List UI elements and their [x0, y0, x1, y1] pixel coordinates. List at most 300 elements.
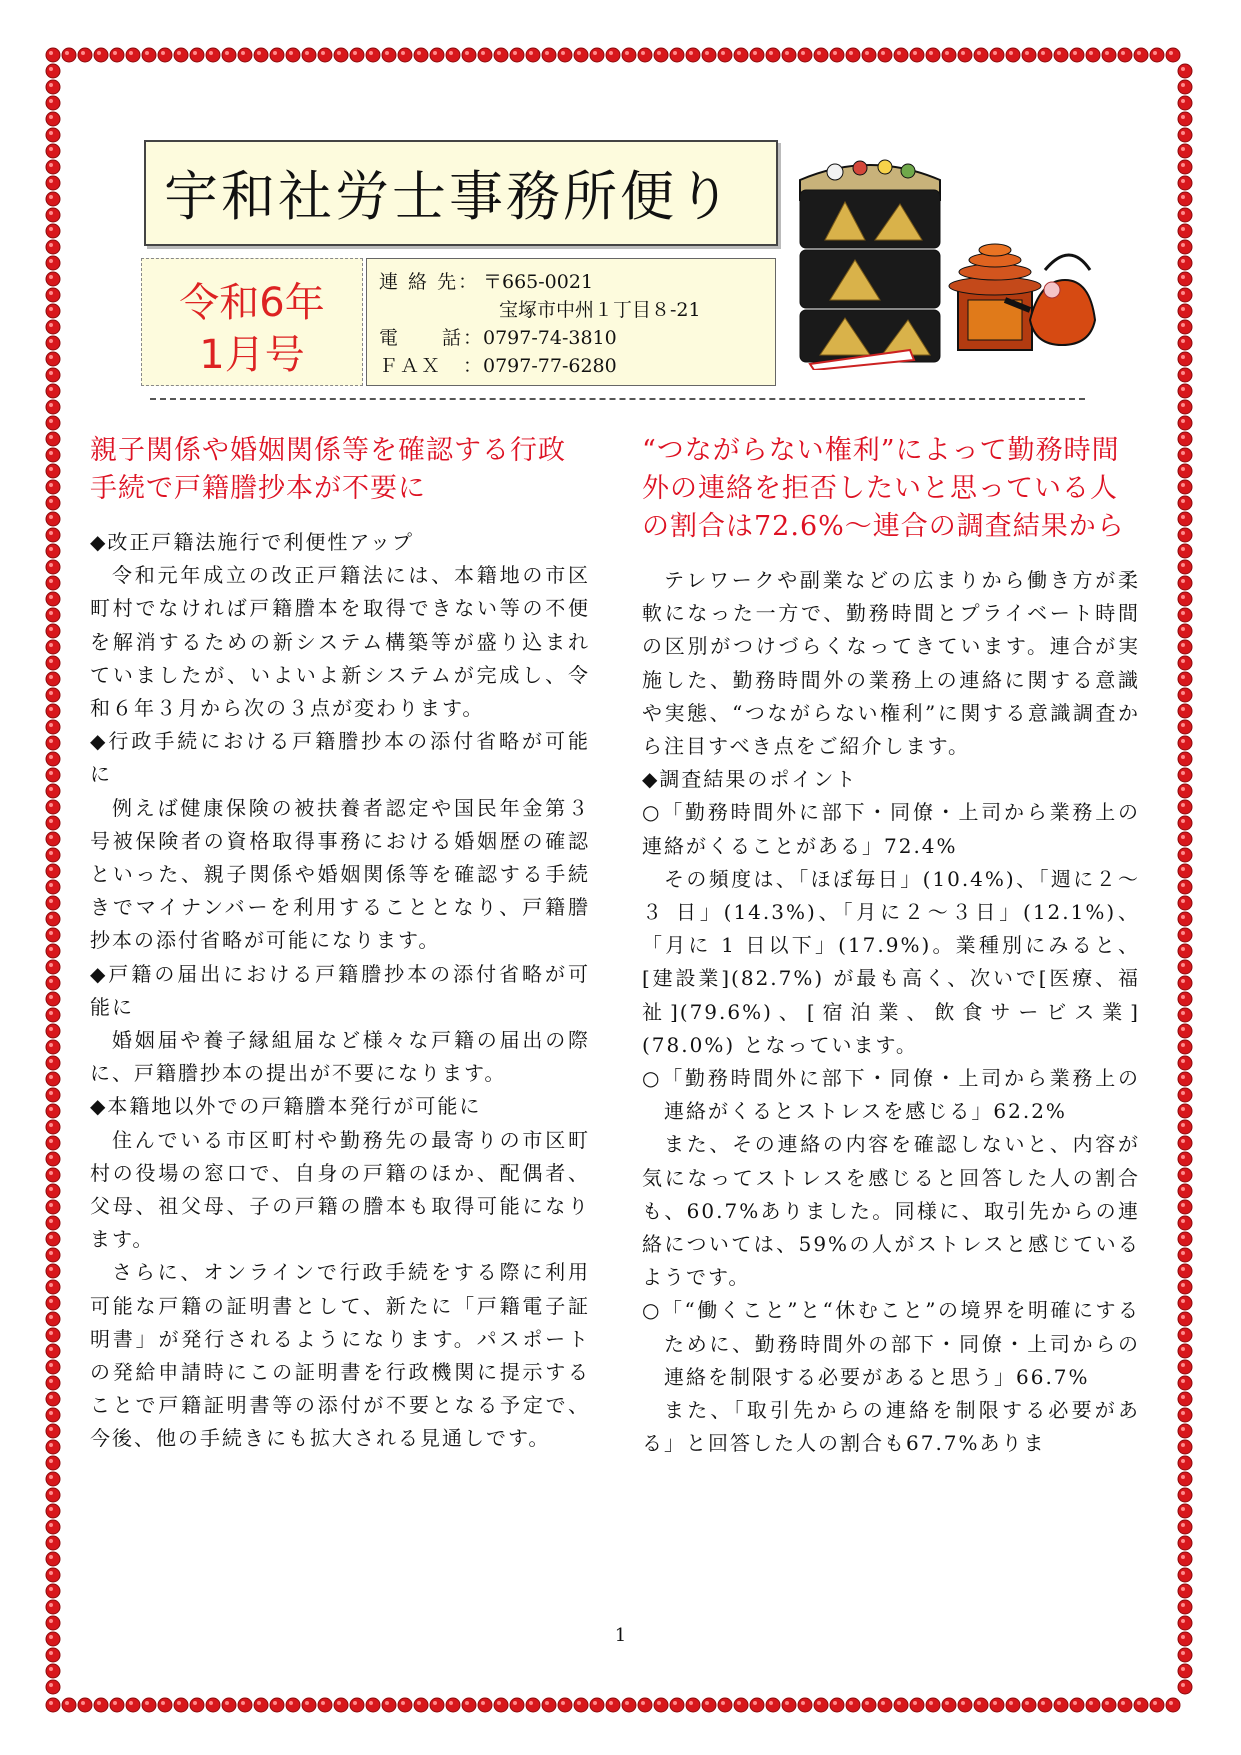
border-berry-highlight [769, 51, 773, 55]
border-berry-highlight [209, 51, 213, 55]
border-berry-highlight [993, 1701, 997, 1705]
left-article-title: 親子関係や婚姻関係等を確認する行政手続で戸籍謄抄本が不要に [90, 435, 566, 504]
border-berry-highlight [705, 51, 709, 55]
border-berry-highlight [81, 1701, 85, 1705]
border-berry [1178, 608, 1192, 622]
border-berry-highlight [1181, 1123, 1185, 1127]
border-berry-highlight [321, 1701, 325, 1705]
border-berry [254, 1698, 268, 1712]
border-berry-highlight [1181, 531, 1185, 535]
border-berry-highlight [1181, 1027, 1185, 1031]
border-berry-highlight [1181, 419, 1185, 423]
border-berry [1178, 752, 1192, 766]
border-berry [622, 48, 636, 62]
left-article-body [90, 526, 590, 1456]
border-berry-highlight [49, 1235, 53, 1239]
border-berry-highlight [49, 1347, 53, 1351]
border-berry-highlight [513, 1701, 517, 1705]
border-berry [1134, 1698, 1148, 1712]
border-berry [1178, 1600, 1192, 1614]
border-berry-highlight [49, 1139, 53, 1143]
border-berry-highlight [49, 1683, 53, 1687]
border-berry-highlight [49, 1059, 53, 1063]
border-berry-highlight [433, 51, 437, 55]
border-berry [606, 48, 620, 62]
border-berry-highlight [49, 611, 53, 615]
border-berry-highlight [49, 579, 53, 583]
border-berry-highlight [49, 467, 53, 471]
border-berry [1102, 48, 1116, 62]
border-berry [382, 1698, 396, 1712]
border-berry [334, 48, 348, 62]
border-berry-highlight [49, 771, 53, 775]
border-berry [46, 272, 60, 286]
border-berry [1178, 1024, 1192, 1038]
border-berry [1178, 1168, 1192, 1182]
border-berry [46, 1152, 60, 1166]
border-berry-highlight [1181, 851, 1185, 855]
border-berry [46, 1184, 60, 1198]
border-berry-highlight [49, 1701, 53, 1705]
border-berry [46, 1024, 60, 1038]
border-berry [46, 688, 60, 702]
border-berry [46, 1168, 60, 1182]
border-berry-highlight [417, 1701, 421, 1705]
border-berry [238, 48, 252, 62]
border-berry-highlight [1181, 803, 1185, 807]
border-berry-highlight [993, 51, 997, 55]
border-berry [1178, 848, 1192, 862]
border-berry [46, 1248, 60, 1262]
border-berry-highlight [49, 451, 53, 455]
border-berry-highlight [49, 1571, 53, 1575]
border-berry-highlight [273, 51, 277, 55]
border-berry-highlight [1181, 1411, 1185, 1415]
border-berry-highlight [625, 1701, 629, 1705]
border-berry-highlight [209, 1701, 213, 1705]
border-berry [46, 304, 60, 318]
border-berry-highlight [49, 1075, 53, 1079]
border-berry [622, 1698, 636, 1712]
article-paragraph: 例えば健康保険の被扶養者認定や国民年金第３号被保険者の資格取得事務における婚姻歴の確認といった、親子関係や婚姻関係等を確認する手続きでマイナンバーを利用することとなり、戸籍謄抄本の添付省略が可能になります。 [90, 795, 590, 953]
border-berry [46, 224, 60, 238]
border-berry [1150, 1698, 1164, 1712]
border-berry-highlight [49, 387, 53, 391]
border-berry [846, 1698, 860, 1712]
right-article-body [642, 564, 1140, 1460]
border-berry-highlight [49, 691, 53, 695]
border-berry-highlight [49, 1011, 53, 1015]
border-berry [46, 80, 60, 94]
border-berry-highlight [193, 51, 197, 55]
border-berry-highlight [49, 1331, 53, 1335]
border-berry [46, 1504, 60, 1518]
border-berry-highlight [1181, 787, 1185, 791]
border-berry [1178, 896, 1192, 910]
border-berry-highlight [1181, 499, 1185, 503]
border-berry-highlight [705, 1701, 709, 1705]
border-berry-highlight [65, 1701, 69, 1705]
border-berry [1178, 960, 1192, 974]
border-berry [46, 1072, 60, 1086]
border-berry-highlight [1181, 915, 1185, 919]
border-berry-highlight [1181, 1539, 1185, 1543]
border-berry [1178, 944, 1192, 958]
border-berry-highlight [49, 1171, 53, 1175]
border-berry-highlight [49, 755, 53, 759]
border-berry-highlight [401, 1701, 405, 1705]
border-berry [270, 48, 284, 62]
border-berry [46, 112, 60, 126]
border-berry [46, 128, 60, 142]
border-berry-highlight [1181, 339, 1185, 343]
border-berry [1178, 1648, 1192, 1662]
border-berry [1178, 272, 1192, 286]
border-berry [1178, 784, 1192, 798]
border-berry [1178, 1520, 1192, 1534]
border-berry [190, 1698, 204, 1712]
header-divider [150, 398, 1085, 400]
border-berry [606, 1698, 620, 1712]
border-berry [46, 144, 60, 158]
border-berry [1054, 48, 1068, 62]
border-berry [1178, 736, 1192, 750]
border-berry-highlight [49, 1219, 53, 1223]
border-berry [1178, 336, 1192, 350]
border-berry-highlight [1181, 1283, 1185, 1287]
border-berry-highlight [1181, 1603, 1185, 1607]
border-berry [942, 48, 956, 62]
border-berry [1178, 592, 1192, 606]
border-berry-highlight [97, 1701, 101, 1705]
border-berry [46, 1440, 60, 1454]
border-berry-highlight [49, 179, 53, 183]
border-berry-highlight [1181, 147, 1185, 151]
border-berry-highlight [49, 1539, 53, 1543]
fax-label: ＦＡＸ ： [379, 355, 485, 377]
border-berry [46, 864, 60, 878]
border-berry [302, 1698, 316, 1712]
fax-number: 0797-77-6280 [483, 355, 617, 377]
border-berry [1178, 704, 1192, 718]
border-berry-highlight [49, 1443, 53, 1447]
border-berry-highlight [49, 531, 53, 535]
border-berry [1022, 48, 1036, 62]
border-berry [1054, 1698, 1068, 1712]
border-berry-highlight [81, 51, 85, 55]
border-berry-highlight [49, 627, 53, 631]
border-berry [1178, 1248, 1192, 1262]
border-berry-highlight [49, 1315, 53, 1319]
border-berry [46, 1552, 60, 1566]
border-berry-highlight [49, 739, 53, 743]
border-berry-highlight [641, 1701, 645, 1705]
border-berry [46, 576, 60, 590]
border-berry-highlight [1089, 51, 1093, 55]
border-berry [46, 784, 60, 798]
border-berry [862, 48, 876, 62]
border-berry [46, 1104, 60, 1118]
border-berry [558, 48, 572, 62]
border-berry [462, 1698, 476, 1712]
border-berry-highlight [49, 355, 53, 359]
border-berry [926, 1698, 940, 1712]
border-berry [318, 48, 332, 62]
border-berry [846, 48, 860, 62]
border-berry [430, 1698, 444, 1712]
border-berry [830, 48, 844, 62]
border-berry-highlight [689, 51, 693, 55]
border-berry-highlight [305, 1701, 309, 1705]
border-berry-highlight [1181, 707, 1185, 711]
border-berry [1178, 1568, 1192, 1582]
border-berry [926, 48, 940, 62]
border-berry-highlight [1181, 1651, 1185, 1655]
border-berry-highlight [257, 1701, 261, 1705]
border-berry [1022, 1698, 1036, 1712]
border-berry-highlight [497, 51, 501, 55]
border-berry [1178, 992, 1192, 1006]
border-berry [1178, 1440, 1192, 1454]
border-berry-highlight [1181, 627, 1185, 631]
border-berry-highlight [49, 723, 53, 727]
border-berry-highlight [1181, 515, 1185, 519]
border-berry-highlight [1181, 131, 1185, 135]
right-article [642, 432, 1140, 1460]
border-berry-highlight [305, 51, 309, 55]
border-berry [750, 48, 764, 62]
border-berry [46, 1408, 60, 1422]
border-berry-highlight [1181, 963, 1185, 967]
border-berry-highlight [1181, 1075, 1185, 1079]
border-berry [910, 1698, 924, 1712]
border-berry-highlight [1181, 1043, 1185, 1047]
border-berry-highlight [49, 403, 53, 407]
border-berry-highlight [1181, 307, 1185, 311]
border-berry-highlight [49, 1123, 53, 1127]
border-berry-highlight [785, 51, 789, 55]
border-berry-highlight [465, 1701, 469, 1705]
border-berry-highlight [49, 643, 53, 647]
border-berry-highlight [1181, 579, 1185, 583]
border-berry-highlight [865, 1701, 869, 1705]
border-berry [1178, 1264, 1192, 1278]
border-berry [1178, 672, 1192, 686]
border-berry [46, 320, 60, 334]
border-berry-highlight [1181, 835, 1185, 839]
border-berry [46, 624, 60, 638]
border-berry-highlight [1181, 227, 1185, 231]
border-berry [1178, 368, 1192, 382]
border-berry-highlight [1181, 1347, 1185, 1351]
article-paragraph: ◆調査結果のポイント [642, 767, 858, 792]
border-berry [174, 48, 188, 62]
border-berry [238, 1698, 252, 1712]
border-berry-highlight [1181, 1475, 1185, 1479]
border-berry-highlight [49, 899, 53, 903]
border-berry-highlight [817, 51, 821, 55]
border-berry-highlight [1181, 659, 1185, 663]
border-berry [910, 48, 924, 62]
border-berry [1178, 208, 1192, 222]
border-berry [46, 464, 60, 478]
border-berry [830, 1698, 844, 1712]
border-berry [702, 48, 716, 62]
border-berry [1178, 384, 1192, 398]
article-paragraph: ◆行政手続における戸籍謄抄本の添付省略が可能に [90, 729, 590, 787]
border-berry [542, 1698, 556, 1712]
border-berry [190, 48, 204, 62]
border-berry-highlight [1181, 1187, 1185, 1191]
border-berry [1006, 48, 1020, 62]
article-paragraph: ○「“働くこと”と“休むこと”の境界を明確にするために、勤務時間外の部下・同僚・上司からの連絡を制限する必要があると思う」66.7% [642, 1298, 1140, 1389]
border-berry-highlight [1181, 483, 1185, 487]
border-berry-highlight [977, 51, 981, 55]
border-berry-highlight [817, 1701, 821, 1705]
border-berry-highlight [1181, 643, 1185, 647]
border-berry-highlight [1181, 1059, 1185, 1063]
border-berry-highlight [961, 1701, 965, 1705]
border-berry-highlight [609, 51, 613, 55]
border-berry-highlight [1181, 723, 1185, 727]
border-berry-highlight [1181, 595, 1185, 599]
border-berry-highlight [577, 51, 581, 55]
border-berry-highlight [225, 51, 229, 55]
border-berry [670, 1698, 684, 1712]
border-berry [974, 1698, 988, 1712]
border-berry [718, 1698, 732, 1712]
border-berry [1178, 528, 1192, 542]
border-berry [686, 1698, 700, 1712]
border-berry [814, 48, 828, 62]
border-berry-highlight [1181, 755, 1185, 759]
border-berry-highlight [945, 51, 949, 55]
border-berry [1178, 1584, 1192, 1598]
border-berry-highlight [1181, 355, 1185, 359]
border-berry [1178, 1120, 1192, 1134]
border-berry-highlight [49, 515, 53, 519]
border-berry-highlight [49, 1667, 53, 1671]
border-berry-highlight [1041, 1701, 1045, 1705]
border-berry [46, 1488, 60, 1502]
border-berry-highlight [129, 51, 133, 55]
border-berry [46, 416, 60, 430]
border-berry-highlight [385, 1701, 389, 1705]
border-berry-highlight [1025, 1701, 1029, 1705]
border-berry [1178, 96, 1192, 110]
border-berry-highlight [353, 51, 357, 55]
border-berry-highlight [1121, 1701, 1125, 1705]
border-berry-highlight [897, 1701, 901, 1705]
border-berry-highlight [1181, 1235, 1185, 1239]
border-berry [494, 48, 508, 62]
border-berry [46, 1424, 60, 1438]
border-berry [46, 368, 60, 382]
border-berry-highlight [961, 51, 965, 55]
border-berry [46, 848, 60, 862]
page-number: 1 [614, 1625, 627, 1646]
border-berry [46, 1568, 60, 1582]
border-berry-highlight [1181, 387, 1185, 391]
border-berry-highlight [721, 51, 725, 55]
border-berry-highlight [385, 51, 389, 55]
border-berry [862, 1698, 876, 1712]
border-berry-highlight [1181, 547, 1185, 551]
border-berry-highlight [161, 1701, 165, 1705]
contact-box [366, 258, 776, 386]
border-berry [46, 176, 60, 190]
border-berry-highlight [49, 1427, 53, 1431]
border-berry-highlight [545, 51, 549, 55]
border-berry-highlight [129, 1701, 133, 1705]
border-berry [46, 592, 60, 606]
border-berry [654, 48, 668, 62]
border-berry [1178, 464, 1192, 478]
border-berry [430, 48, 444, 62]
border-berry [1086, 48, 1100, 62]
border-berry-highlight [1181, 819, 1185, 823]
border-berry-highlight [49, 851, 53, 855]
border-berry-highlight [1181, 771, 1185, 775]
border-berry-highlight [1181, 211, 1185, 215]
border-berry-highlight [49, 675, 53, 679]
border-berry [1178, 1280, 1192, 1294]
border-berry [382, 48, 396, 62]
border-berry [1178, 1184, 1192, 1198]
border-berry [1178, 1408, 1192, 1422]
border-berry [1038, 1698, 1052, 1712]
border-berry-highlight [1181, 403, 1185, 407]
border-berry-highlight [1181, 291, 1185, 295]
border-berry-highlight [689, 1701, 693, 1705]
border-berry [1102, 1698, 1116, 1712]
border-berry-highlight [545, 1701, 549, 1705]
border-berry-highlight [369, 51, 373, 55]
border-berry-highlight [1181, 1363, 1185, 1367]
border-berry-highlight [225, 1701, 229, 1705]
border-berry-highlight [49, 931, 53, 935]
border-berry [46, 752, 60, 766]
border-berry-highlight [737, 51, 741, 55]
border-berry-highlight [1025, 51, 1029, 55]
border-berry-highlight [1181, 899, 1185, 903]
border-berry [782, 48, 796, 62]
border-berry [1038, 48, 1052, 62]
border-berry [46, 560, 60, 574]
border-berry-highlight [49, 499, 53, 503]
border-berry [46, 1344, 60, 1358]
border-berry-highlight [1181, 1315, 1185, 1319]
border-berry [1178, 1216, 1192, 1230]
border-berry-highlight [1009, 51, 1013, 55]
issue-year: 令和6年 [179, 280, 325, 326]
border-berry-highlight [1181, 611, 1185, 615]
border-berry-highlight [49, 819, 53, 823]
border-berry-highlight [1181, 1571, 1185, 1575]
border-berry [1178, 448, 1192, 462]
border-berry-highlight [1181, 83, 1185, 87]
border-berry [1118, 1698, 1132, 1712]
border-berry [126, 48, 140, 62]
border-berry-highlight [1181, 675, 1185, 679]
border-berry-highlight [1181, 931, 1185, 935]
border-berry-highlight [1181, 883, 1185, 887]
border-berry [1178, 1312, 1192, 1326]
border-berry [398, 1698, 412, 1712]
border-berry [1178, 832, 1192, 846]
article-paragraph: ◆改正戸籍法施行で利便性アップ [90, 530, 414, 554]
border-berry [1178, 1536, 1192, 1550]
